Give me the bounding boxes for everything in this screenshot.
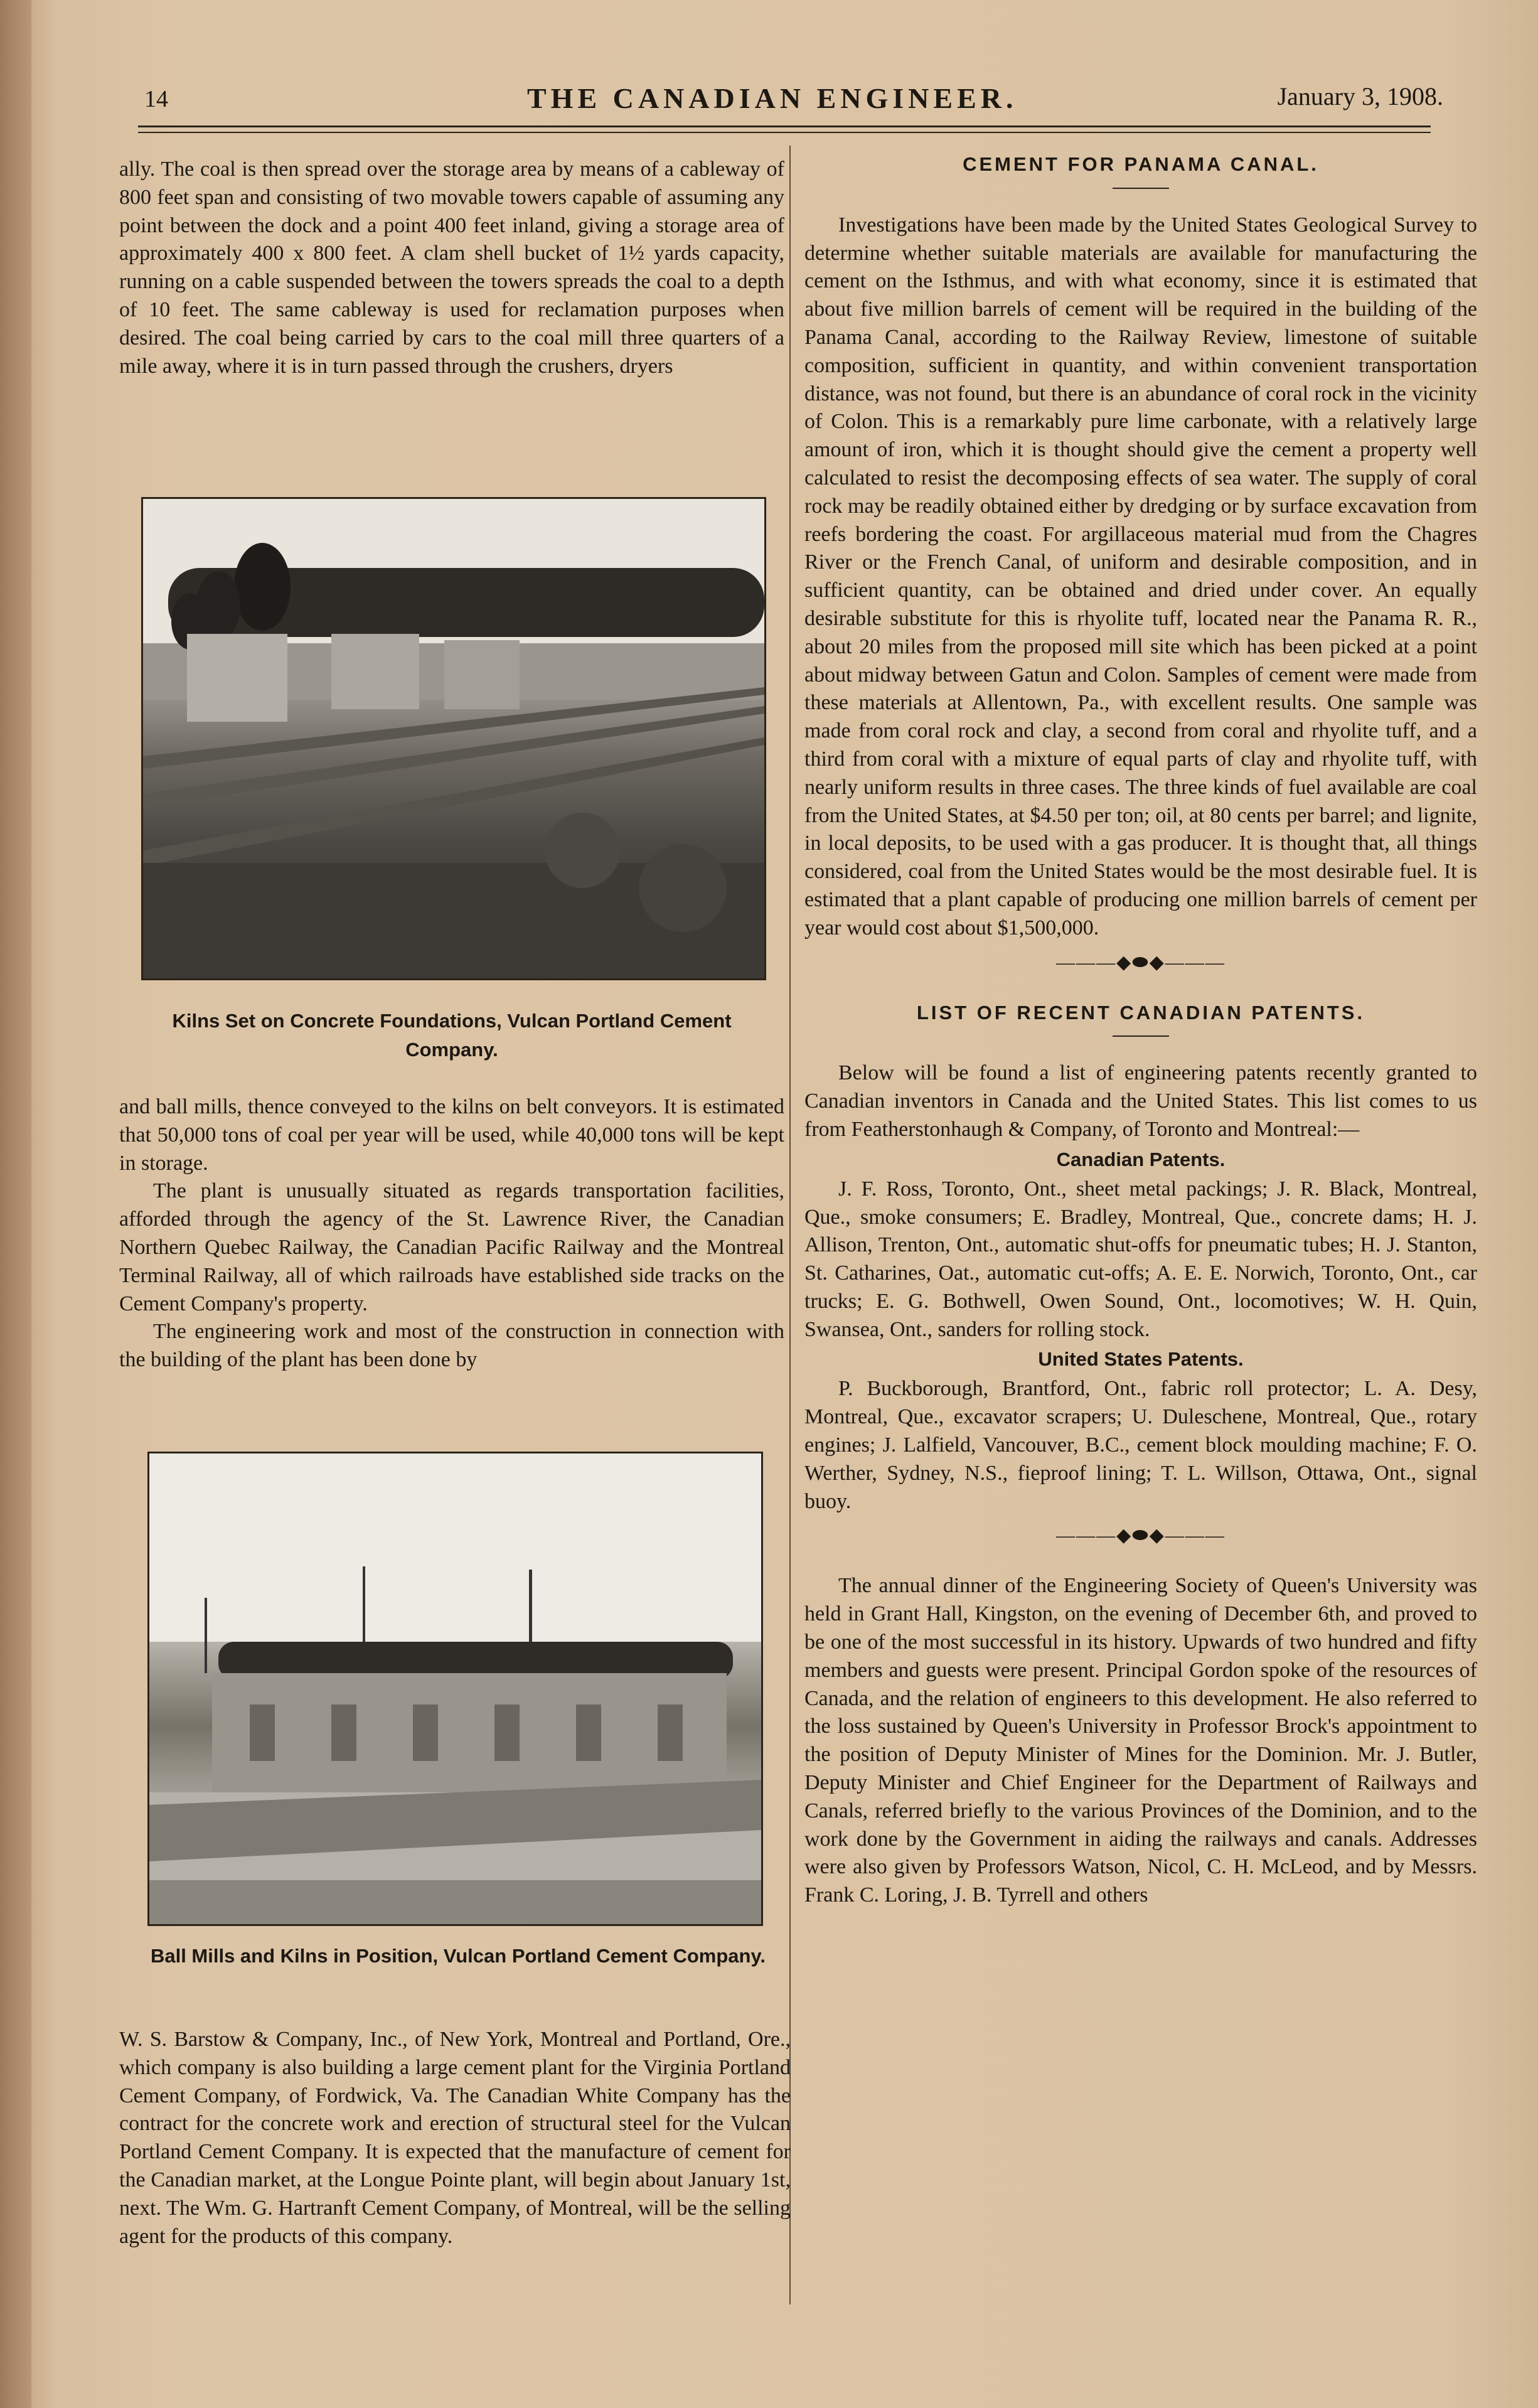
photo-ball-mills-and-kilns — [147, 1452, 763, 1926]
figure-caption-ball-mills: Ball Mills and Kilns in Position, Vulcan Portland Cement Company. — [150, 1945, 766, 1967]
kilns-illustration — [143, 499, 764, 978]
left-column-bottom — [119, 2026, 791, 2250]
paragraph-canadian-patents: J. F. Ross, Toronto, Ont., sheet metal packings; J. R. Black, Montreal, Que., smoke consumers; E. Bradley, Montreal, Que., concrete dams; H. J. Allison, Trenton, Ont., automatic shut-offs for pneumatic tubes; H. J. Stanton, St. Catharines, Oat., automatic cut-offs; A. E. E. Norwich, Toronto, Ont., car trucks; E. G. Bothwell, Owen Sound, Ont., locomotives; W. H. Quin, Swansea, Ont., sanders for rolling stock. — [804, 1177, 1477, 1341]
heading-canadian-patents: LIST OF RECENT CANADIAN PATENTS. — [916, 1001, 1365, 1024]
column-divider — [789, 146, 791, 2304]
paragraph-patents-intro: Below will be found a list of engineering patents recently granted to Canadian inventors in Canada and the United States. This list comes to us from Featherstonhaugh & Company, of Toronto and Montreal:— — [804, 1061, 1477, 1141]
page-binding-edge — [0, 0, 31, 2408]
subheading-canadian-patents: Canadian Patents. — [1056, 1148, 1226, 1170]
paragraph-panama-cement: Investigations have been made by the United States Geological Survey to determine whether suitable materials are available for manufacturing the cement on the Isthmus, and with what economy, since it is estimated that about five million barrels of cement will be required in the building of the Panama Canal, according to the Railway Review, limestone of suitable composition, sufficient in quantity, and within convenient transportation distance, was not found, but there is an abundance of coral rock in the vicinity of Colon. This is a remarkably pure lime carbonate, with a relatively large amount of iron, which it is thought should give the cement a property well calculated to resist the decomposing effects of sea water. The supply of coral rock may be readily obtained either by dredging or by surface excavation from reefs bordering the coast. For argillaceous material mud from the Chagres River or the French Canal, of uniform and desirable composition, and in sufficient quantity, can be obtained and dried under cover. An equally desirable substitute for this is rhyolite tuff, located near the Panama R. R., about 20 miles from the proposed mill site which has been picked at a point about midway between Gatun and Colon. Samples of cement were made from these materials at Allentown, Pa., with excellent results. One sample was made from coral rock and clay, a second from coral and rhyolite tuff, and a third from coral with a mixture of equal parts of clay and rhyolite tuff, with nearly uniform results in three cases. The three kinds of fuel available are coal from the United States, at $4.50 per ton; oil, at 80 cents per barrel; and lignite, in local deposits, to be used with a gas producer. It is thought that, all things considered, coal from the United States would be the most desirable fuel. It is estimated that a plant capable of producing one million barrels of cement per year would cost about $1,500,000. — [804, 213, 1477, 939]
ball-mills-illustration — [149, 1453, 761, 1924]
right-column — [804, 151, 1477, 1910]
figure-caption-kilns: Kilns Set on Concrete Foundations, Vulcan Portland Cement Company. — [172, 1010, 732, 1061]
paragraph-coal-storage: ally. The coal is then spread over the storage area by means of a cableway of 800 feet span and consisting of two movable towers capable of assuming any point between the dock and a point 400 feet inland, giving a storage area of approximately 400 x 800 feet. A clam shell bucket of 1½ yards capacity, running on a cable suspended between the towers spreads the coal to a depth of 10 feet. The same cableway is used for reclamation purposes when desired. The coal being carried by cars to the coal mill three quarters of a mile away, where it is in turn passed through the crushers, dryers — [119, 158, 784, 378]
header-rule-thin — [138, 132, 1431, 133]
short-rule — [1113, 1035, 1169, 1037]
journal-title: THE CANADIAN ENGINEER. — [527, 82, 1018, 114]
page-number: 14 — [144, 86, 168, 112]
left-column-middle — [119, 1093, 784, 1374]
paragraph-ball-mills: and ball mills, thence conveyed to the kilns on belt conveyors. It is estimated that 50,000 tons of coal per year will be used, while 40,000 tons will be kept in storage. — [119, 1095, 784, 1175]
short-rule — [1113, 188, 1169, 189]
left-column-top — [119, 156, 784, 380]
paragraph-barstow: W. S. Barstow & Company, Inc., of New York, Montreal and Portland, Ore., which company is also building a large cement plant for the Virginia Portland Cement Company, of Fordwick, Va. The Canadian White Company has the contract for the concrete work and erection of structural steel for the Vulcan Portland Cement Company. It is expected that the manufacture of cement for the Canadian market, at the Longue Pointe plant, will begin about January 1st, next. The Wm. G. Hartranft Cement Company, of Montreal, will be the selling agent for the products of this company. — [119, 2028, 791, 2248]
section-ornament: ———◆⬬◆——— — [1056, 951, 1226, 973]
paragraph-us-patents: P. Buckborough, Brantford, Ont., fabric roll protector; L. A. Desy, Montreal, Que., excavator scrapers; U. Duleschene, Montreal, Que., rotary engines; J. Lalfield, Vancouver, B.C., cement block moulding machine; F. O. Werther, Sydney, N.S., fieproof lining; T. L. Willson, Ottawa, Ont., signal buoy. — [804, 1377, 1477, 1513]
page-header — [138, 79, 1443, 129]
subheading-us-patents: United States Patents. — [1038, 1348, 1244, 1371]
paragraph-annual-dinner: The annual dinner of the Engineering Society of Queen's University was held in Grant Hall, Kingston, on the evening of December 6th, and proved to be one of the most successful in its history. Upwards of two hundred and fifty members and guests were present. Principal Gordon spoke of the resources of Canada, and the relation of engineers to this development. He also referred to the loss sustained by Queen's University in Professor Brock's appointment to the position of Deputy Minister of Mines for the Dominion. Mr. J. Butler, Deputy Minister and Chief Engineer for the Department of Railways and Canals, referred briefly to the various Provinces of the Dominion, and to the work done by the Government in aiding the railways and canals. Addresses were also given by Professors Watson, Nicol, C. H. McLeod, and by Messrs. Frank C. Loring, J. B. Tyrrell and others — [804, 1574, 1477, 1907]
paragraph-transportation: The plant is unusually situated as regards transportation facilities, afforded through the agency of the St. Lawrence River, the Canadian Northern Quebec Railway, the Canadian Pacific Railway and the Montreal Terminal Railway, all of which railroads have established side tracks on the Cement Company's property. — [119, 1179, 784, 1315]
heading-cement-panama: CEMENT FOR PANAMA CANAL. — [963, 153, 1319, 175]
section-ornament: ———◆⬬◆——— — [1056, 1525, 1226, 1546]
header-rule — [138, 126, 1431, 127]
photo-kilns-on-foundations — [141, 497, 766, 980]
paragraph-engineering-work: The engineering work and most of the construction in connection with the building of the plant has been done by — [119, 1320, 784, 1372]
issue-date: January 3, 1908. — [1277, 82, 1443, 110]
